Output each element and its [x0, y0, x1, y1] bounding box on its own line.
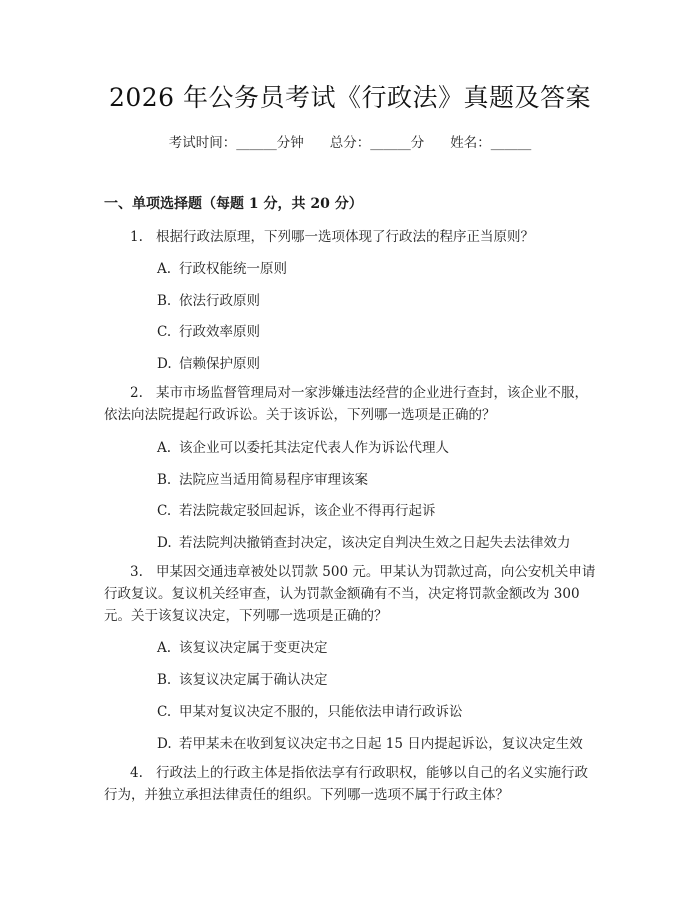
question-1-option-a: A. 行政权能统一原则	[157, 261, 287, 277]
question-1	[130, 225, 534, 245]
question-3-option-d: D. 若甲某未在收到复议决定书之日起 15 日内提起诉讼，复议决定生效	[157, 736, 583, 752]
question-number: 2.	[130, 385, 143, 401]
question-1-option-b: B. 依法行政原则	[157, 293, 260, 309]
question-3	[104, 561, 595, 627]
question-3-option-c: C. 甲某对复议决定不服的，只能依法申请行政诉讼	[157, 704, 463, 720]
question-2-option-d: D. 若法院判决撤销查封决定，该决定自判决生效之日起失去法律效力	[157, 535, 571, 551]
question-2	[104, 382, 588, 426]
question-2-option-b: B. 法院应当适用简易程序审理该案	[157, 472, 368, 488]
question-stem-line: 2. 某市市场监督管理局对一家涉嫌违法经营的企业进行查封，该企业不服，	[104, 382, 588, 404]
question-number: 1.	[130, 229, 143, 245]
question-stem-line: 行政复议。复议机关经审查，认为罚款金额确有不当，决定将罚款金额改为 300	[104, 586, 580, 602]
question-stem: 根据行政法原理，下列哪一选项体现了行政法的程序正当原则？	[156, 229, 534, 245]
exam-time-field: 考试时间：______分钟	[168, 135, 304, 151]
document-title: 2026 年公务员考试《行政法》真题及答案	[108, 83, 592, 112]
name-field: 姓名：______	[450, 135, 532, 151]
question-number: 3.	[130, 564, 143, 580]
section-heading-single-choice: 一、单项选择题（每题 1 分，共 20 分）	[104, 196, 363, 212]
question-stem-line: 依法向法院提起行政诉讼。关于该诉讼，下列哪一选项是正确的？	[104, 407, 496, 423]
question-2-option-a: A. 该企业可以委托其法定代表人作为诉讼代理人	[157, 440, 449, 456]
question-1-option-d: D. 信赖保护原则	[157, 356, 260, 372]
question-3-option-a: A. 该复议决定属于变更决定	[157, 640, 328, 656]
question-stem-line: 行为，并独立承担法律责任的组织。下列哪一选项不属于行政主体？	[104, 787, 509, 803]
question-stem-line: 元。关于该复议决定，下列哪一选项是正确的？	[104, 608, 388, 624]
question-stem-line: 4. 行政法上的行政主体是指依法享有行政职权，能够以自己的名义实施行政	[104, 762, 588, 784]
question-stem-line: 3. 甲某因交通违章被处以罚款 500 元。甲某认为罚款过高，向公安机关申请	[104, 561, 595, 583]
question-1-option-c: C. 行政效率原则	[157, 324, 260, 340]
question-3-option-b: B. 该复议决定属于确认决定	[157, 672, 328, 688]
question-4	[104, 762, 588, 806]
question-number: 4.	[130, 765, 143, 781]
question-2-option-c: C. 若法院裁定驳回起诉，该企业不得再行起诉	[157, 503, 436, 519]
total-score-field: 总分：______分	[329, 135, 425, 151]
exam-meta	[0, 131, 700, 151]
